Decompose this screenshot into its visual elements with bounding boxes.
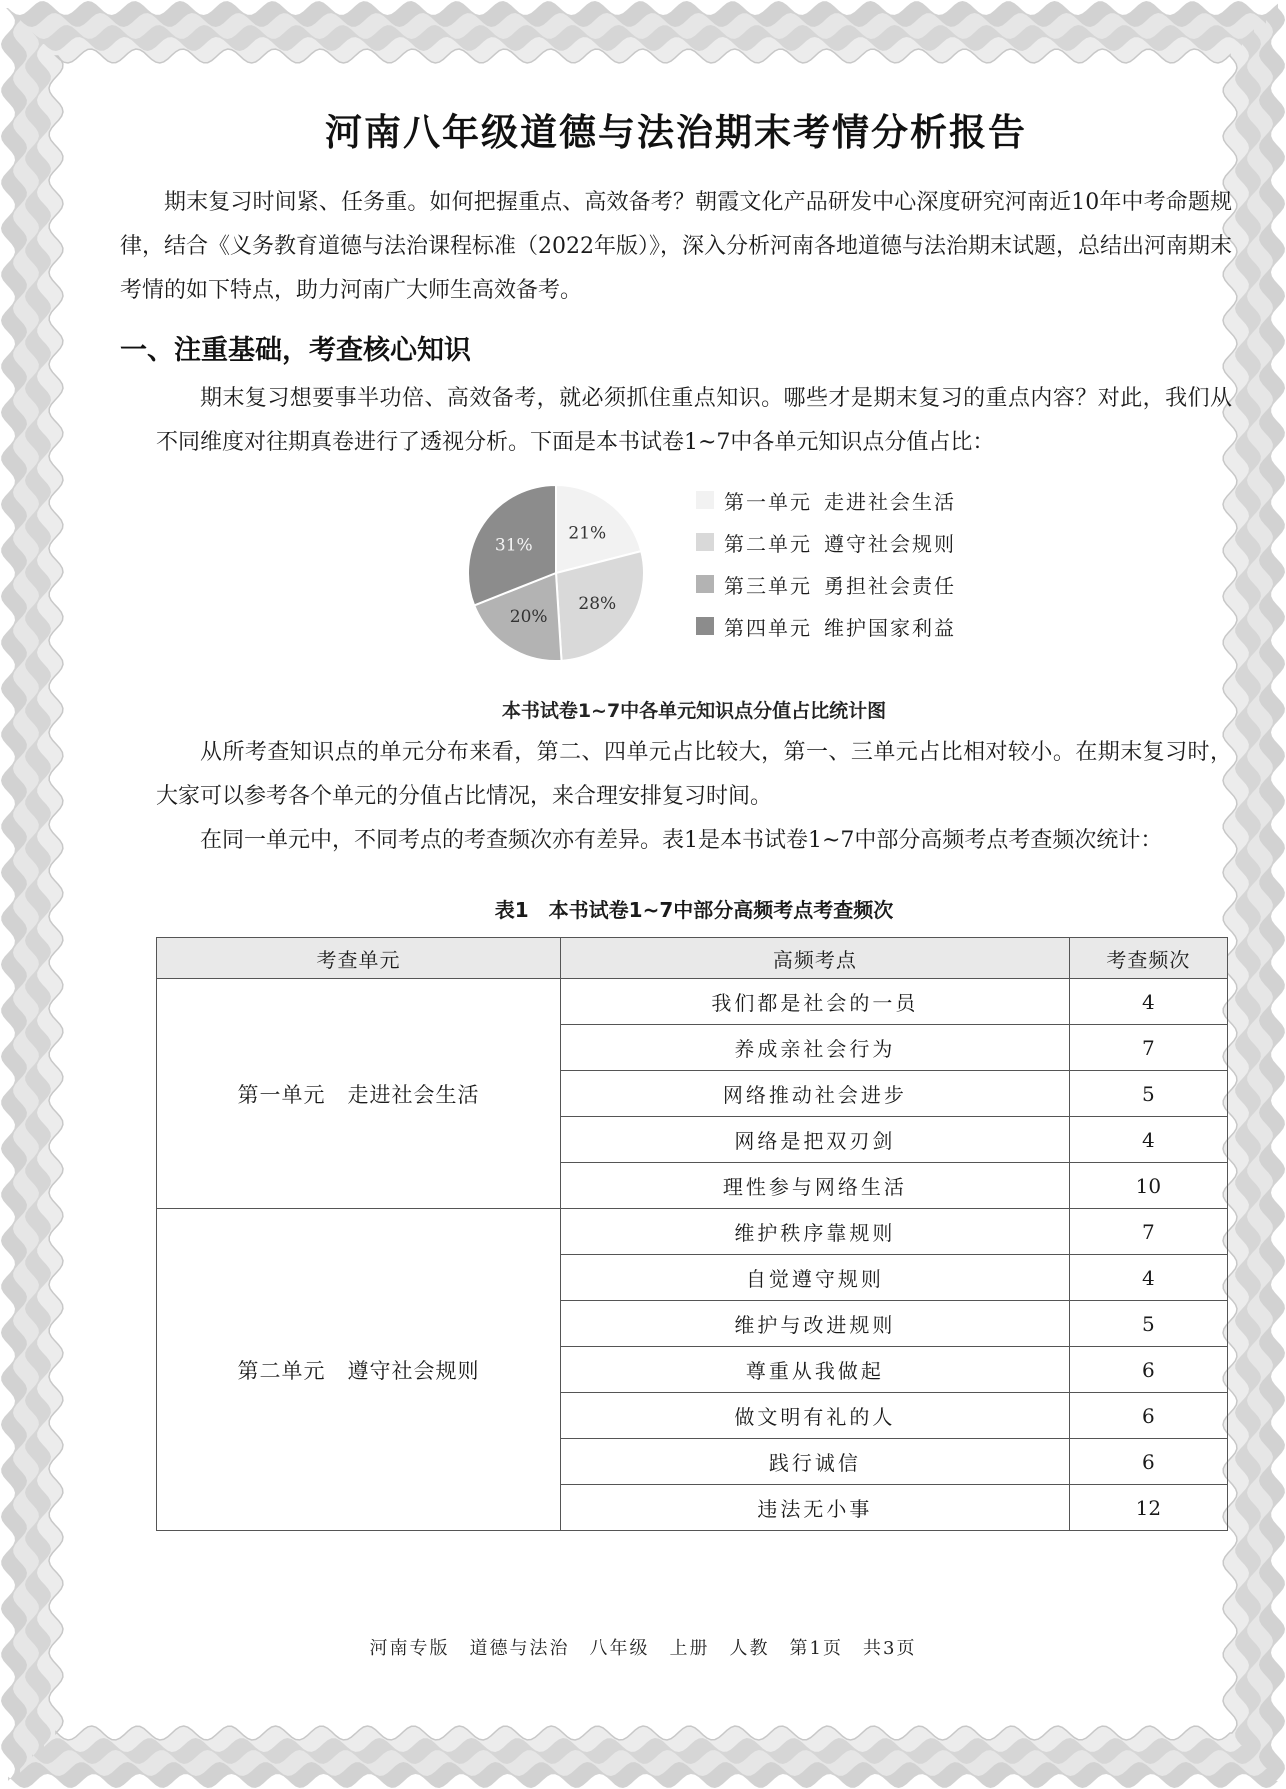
count-cell: 4 [1069, 1117, 1227, 1163]
count-cell: 6 [1069, 1393, 1227, 1439]
pie-slice-label: 20% [509, 607, 548, 628]
legend-unit: 第一单元 [724, 489, 812, 514]
point-cell: 理性参与网络生活 [561, 1163, 1070, 1209]
section-paragraph-2: 从所考查知识点的单元分布来看，第二、四单元占比较大，第一、三单元占比相对较小。在期末复习时，大家可以参考各个单元的分值占比情况，来合理安排复习时间。 [156, 740, 1232, 809]
count-cell: 5 [1069, 1071, 1227, 1117]
legend-unit: 第二单元 [724, 531, 812, 556]
unit-cell: 第一单元 走进社会生活 [157, 979, 561, 1209]
count-cell: 7 [1069, 1209, 1227, 1255]
legend-name: 遵守社会规则 [824, 531, 956, 556]
point-cell: 维护与改进规则 [561, 1301, 1070, 1347]
pie-slice-label: 28% [578, 594, 617, 615]
legend-name: 维护国家利益 [824, 615, 956, 640]
header-point: 高频考点 [561, 938, 1070, 979]
page-footer: 河南专版 道德与法治 八年级 上册 人教 第1页 共3页 [369, 1638, 917, 1659]
page-title: 河南八年级道德与法治期末考情分析报告 [325, 111, 1027, 154]
section-body [120, 377, 1232, 1531]
intro-paragraph: 期末复习时间紧、任务重。如何把握重点、高效备考？朝霞文化产品研发中心深度研究河南近10年中考命题规律，结合《义务教育道德与法治课程标准（2022年版）》，深入分析河南各地道德与法治期末试题，总结出河南期末考情的如下特点，助力河南广大师生高效备考。 [120, 190, 1232, 303]
point-cell: 违法无小事 [561, 1485, 1070, 1531]
legend-swatch [696, 617, 714, 635]
table-row [157, 1209, 1228, 1255]
header-unit: 考查单元 [157, 938, 561, 979]
legend-unit: 第三单元 [724, 573, 812, 598]
table-title: 表1 本书试卷1~7中部分高频考点考查频次 [494, 898, 894, 922]
point-cell: 践行诚信 [561, 1439, 1070, 1485]
legend-swatch [696, 533, 714, 551]
point-cell: 自觉遵守规则 [561, 1255, 1070, 1301]
count-cell: 12 [1069, 1485, 1227, 1531]
legend-item [696, 479, 956, 521]
count-cell: 6 [1069, 1439, 1227, 1485]
count-cell: 7 [1069, 1025, 1227, 1071]
legend-item [696, 605, 956, 647]
legend-unit: 第四单元 [724, 615, 812, 640]
legend-name: 勇担社会责任 [824, 573, 956, 598]
legend-swatch [696, 491, 714, 509]
legend-name: 走进社会生活 [824, 489, 956, 514]
point-cell: 网络是把双刃剑 [561, 1117, 1070, 1163]
count-cell: 4 [1069, 1255, 1227, 1301]
section-heading: 一、注重基础，考查核心知识 [120, 335, 471, 366]
point-cell: 养成亲社会行为 [561, 1025, 1070, 1071]
count-cell: 5 [1069, 1301, 1227, 1347]
legend-item [696, 563, 956, 605]
pie-chart-area [156, 471, 1232, 691]
point-cell: 做文明有礼的人 [561, 1393, 1070, 1439]
point-cell: 我们都是社会的一员 [561, 979, 1070, 1025]
section-paragraph-1: 期末复习想要事半功倍、高效备考，就必须抓住重点知识。哪些才是期末复习的重点内容？对此，我们从不同维度对往期真卷进行了透视分析。下面是本书试卷1~7中各单元知识点分值占比： [156, 386, 1232, 455]
legend-item [696, 521, 956, 563]
header-count: 考查频次 [1069, 938, 1227, 979]
table-row [157, 979, 1228, 1025]
frequency-table [156, 937, 1228, 1531]
count-cell: 6 [1069, 1347, 1227, 1393]
page-content [120, 105, 1232, 1531]
point-cell: 尊重从我做起 [561, 1347, 1070, 1393]
count-cell: 10 [1069, 1163, 1227, 1209]
table-header-row [157, 938, 1228, 979]
pie-slice-label: 31% [494, 535, 533, 556]
point-cell: 网络推动社会进步 [561, 1071, 1070, 1117]
count-cell: 4 [1069, 979, 1227, 1025]
pie-slice-label: 21% [568, 523, 607, 544]
chart-legend [696, 479, 956, 647]
pie-chart [446, 471, 666, 681]
chart-caption: 本书试卷1~7中各单元知识点分值占比统计图 [501, 700, 887, 722]
section-paragraph-3: 在同一单元中，不同考点的考查频次亦有差异。表1是本书试卷1~7中部分高频考点考查频次统计： [200, 828, 1163, 853]
unit-cell: 第二单元 遵守社会规则 [157, 1209, 561, 1531]
legend-swatch [696, 575, 714, 593]
point-cell: 维护秩序靠规则 [561, 1209, 1070, 1255]
